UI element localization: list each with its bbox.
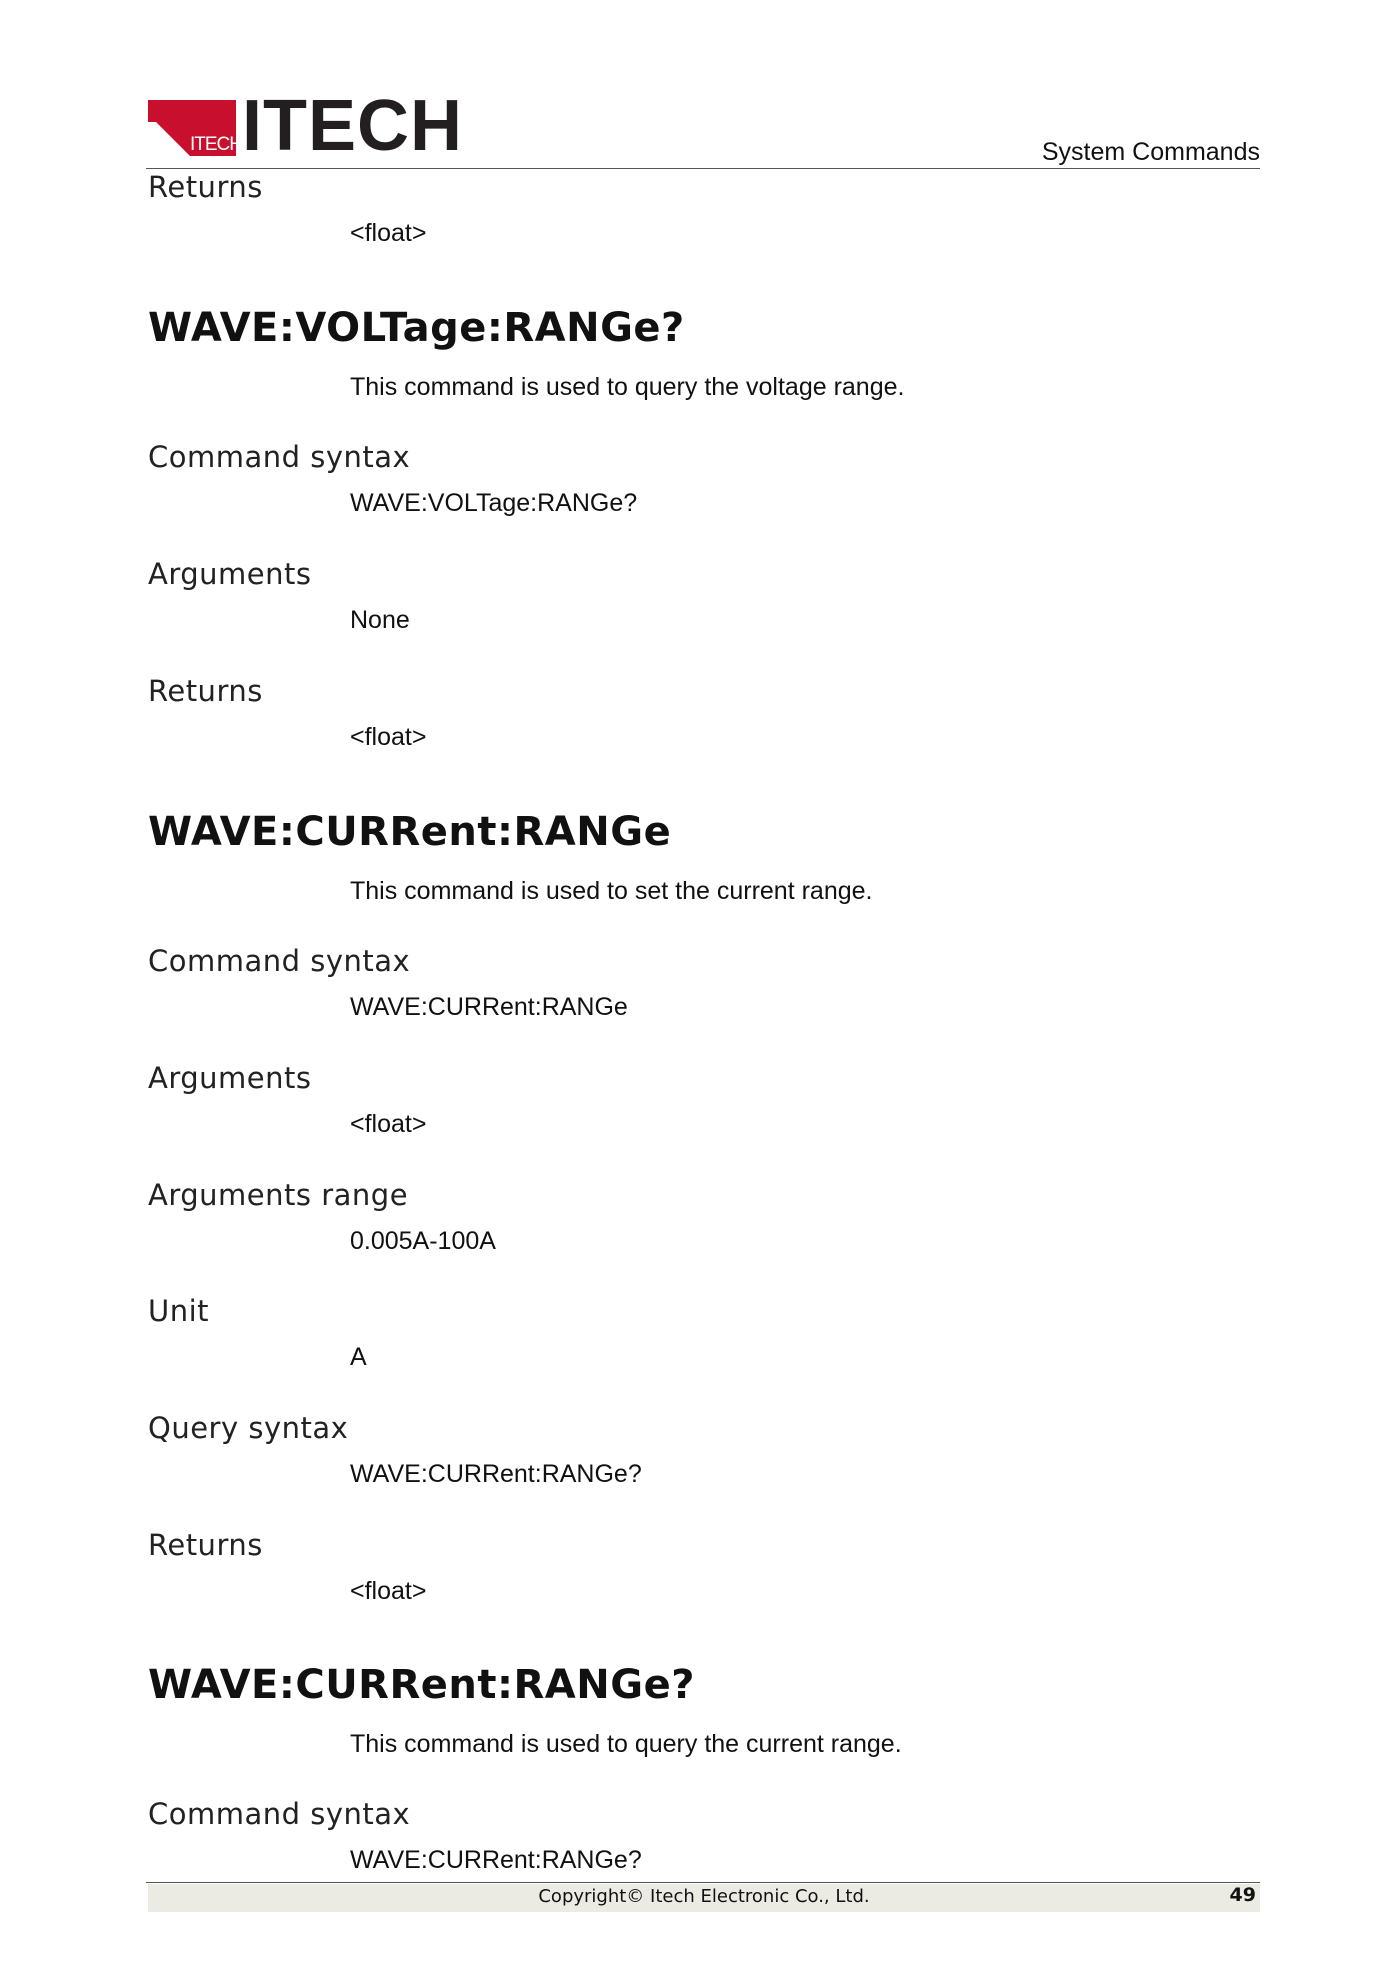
arguments-value: None (350, 606, 410, 634)
command-heading: WAVE:VOLTage:RANGe? (148, 305, 685, 351)
command-syntax-label: Command syntax (148, 1797, 411, 1831)
command-description: This command is used to query the current range. (350, 1730, 902, 1758)
itech-logo (148, 86, 463, 166)
query-syntax-value: WAVE:CURRent:RANGe? (350, 1460, 642, 1488)
unit-label: Unit (148, 1294, 210, 1328)
command-description: This command is used to set the current range. (350, 877, 873, 905)
arguments-label: Arguments (148, 1061, 312, 1095)
copyright-text: Copyright© Itech Electronic Co., Ltd. (538, 1886, 870, 1907)
header-divider (146, 168, 1260, 169)
logo-flag-text: ITECH (190, 134, 242, 155)
command-description: This command is used to query the voltage range. (350, 373, 905, 401)
footer (148, 1884, 1260, 1912)
query-syntax-label: Query syntax (148, 1411, 349, 1445)
command-syntax-value: WAVE:CURRent:RANGe? (350, 1846, 642, 1874)
command-syntax-label: Command syntax (148, 440, 411, 474)
returns-value: <float> (350, 1577, 427, 1605)
returns-label: Returns (148, 674, 263, 708)
returns-value: <float> (350, 219, 427, 247)
returns-value: <float> (350, 723, 427, 751)
arguments-range-label: Arguments range (148, 1178, 409, 1212)
command-syntax-value: WAVE:VOLTage:RANGe? (350, 489, 638, 517)
command-heading: WAVE:CURRent:RANGe (148, 809, 672, 855)
logo-wordmark: ITECH (242, 86, 463, 166)
arguments-range-value: 0.005A-100A (350, 1227, 496, 1255)
returns-label: Returns (148, 1528, 263, 1562)
itech-flag-icon (148, 100, 242, 156)
returns-label: Returns (148, 170, 263, 204)
section-title: System Commands (1041, 138, 1260, 166)
arguments-value: <float> (350, 1110, 427, 1138)
unit-value: A (350, 1343, 367, 1371)
command-heading: WAVE:CURRent:RANGe? (148, 1662, 695, 1708)
command-syntax-value: WAVE:CURRent:RANGe (350, 993, 628, 1021)
footer-divider (146, 1882, 1260, 1883)
command-syntax-label: Command syntax (148, 944, 411, 978)
page-number: 49 (1229, 1884, 1256, 1906)
arguments-label: Arguments (148, 557, 312, 591)
